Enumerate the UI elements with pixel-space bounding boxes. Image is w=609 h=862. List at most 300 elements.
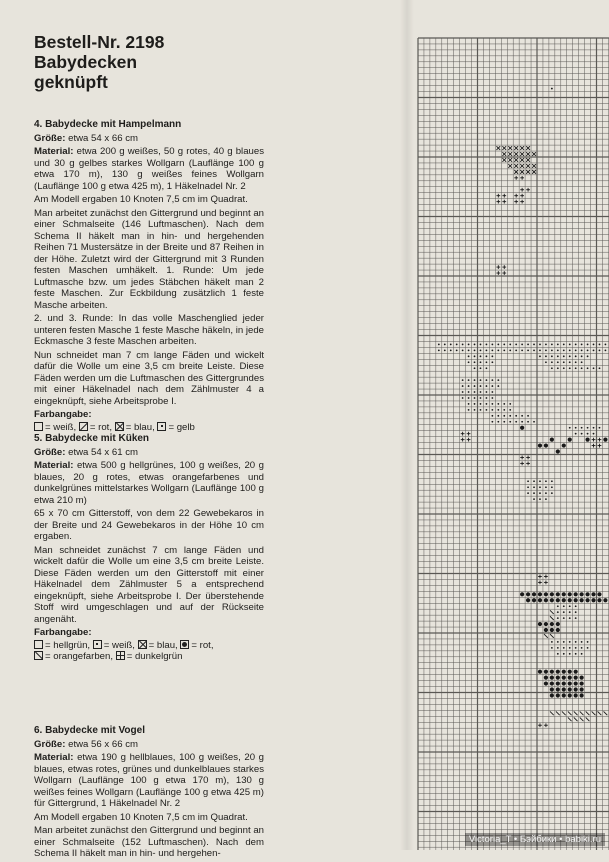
chart-mark-dot: [551, 88, 553, 90]
chart-mark-back: [550, 610, 554, 614]
chart-mark-dot: [509, 415, 511, 417]
chart-mark-dot: [557, 653, 559, 655]
chart-mark-dot: [569, 349, 571, 351]
chart-mark-dot: [545, 349, 547, 351]
chart-mark-dot: [527, 415, 529, 417]
chart-mark-dot: [587, 641, 589, 643]
chart-mark-dot: [605, 349, 607, 351]
chart-mark-dot: [474, 349, 476, 351]
chart-mark-cross: [520, 170, 524, 174]
chart-mark-filled: [580, 693, 584, 697]
chart-mark-plus: [502, 271, 506, 275]
chart-mark-dot: [569, 617, 571, 619]
chart-mark-dot: [581, 427, 583, 429]
legend-text: = weiß,: [45, 421, 77, 433]
chart-mark-dot: [450, 349, 452, 351]
watermark: Victoria_T • Бэйбики • babiki.ru: [465, 833, 605, 846]
chart-mark-dot: [486, 391, 488, 393]
chart-mark-filled: [544, 681, 548, 685]
title-line-2: geknüpft: [34, 72, 108, 92]
chart-mark-back: [550, 616, 554, 620]
chart-mark-dot: [575, 355, 577, 357]
chart-mark-dot: [581, 344, 583, 346]
chart-mark-dot: [491, 355, 493, 357]
chart-mark-dot: [486, 385, 488, 387]
chart-mark-dot: [581, 361, 583, 363]
chart-mark-dot: [480, 379, 482, 381]
chart-mark-cross: [514, 146, 518, 150]
chart-mark-dot: [581, 647, 583, 649]
chart-mark-dot: [486, 355, 488, 357]
chart-grid: [418, 38, 609, 850]
chart-mark-dot: [497, 349, 499, 351]
chart-mark-dot: [456, 344, 458, 346]
chart-mark-filled: [562, 598, 566, 602]
chart-mark-dot: [468, 409, 470, 411]
chart-mark-dot: [563, 641, 565, 643]
chart-mark-dot: [575, 605, 577, 607]
chart-mark-dot: [563, 349, 565, 351]
chart-mark-filled: [574, 676, 578, 680]
chart-mark-filled: [550, 681, 554, 685]
chart-mark-filled: [520, 426, 524, 430]
chart-mark-plus: [496, 265, 500, 269]
size-label: Größe:: [34, 446, 66, 458]
chart-mark-dot: [599, 349, 601, 351]
legend-text: = weiß,: [103, 639, 135, 651]
chart-mark-dot: [533, 349, 535, 351]
chart-mark-dot: [521, 415, 523, 417]
chart-mark-dot: [509, 409, 511, 411]
chart-mark-dot: [503, 344, 505, 346]
chart-mark-plus: [514, 200, 518, 204]
chart-mark-dot: [444, 349, 446, 351]
chart-mark-dot: [557, 344, 559, 346]
chart-mark-plus: [461, 432, 465, 436]
chart-mark-dot: [581, 641, 583, 643]
chart-mark-filled: [568, 670, 572, 674]
chart-mark-filled: [550, 622, 554, 626]
chart-mark-dot: [503, 421, 505, 423]
chart-mark-cross: [526, 170, 530, 174]
chart-mark-dot: [480, 385, 482, 387]
chart-mark-filled: [556, 681, 560, 685]
chart-mark-back: [604, 711, 608, 715]
chart-mark-dot: [575, 349, 577, 351]
chart-mark-dot: [587, 647, 589, 649]
chart-mark-dot: [527, 344, 529, 346]
chart-mark-dot: [509, 344, 511, 346]
chart-mark-filled: [568, 693, 572, 697]
legend-text: = dunkelgrün: [126, 651, 183, 662]
chart-mark-filled: [538, 598, 542, 602]
chart-mark-back: [550, 711, 554, 715]
chart-mark-filled: [544, 592, 548, 596]
chart-mark-filled: [544, 670, 548, 674]
chart-mark-dot: [551, 641, 553, 643]
legend-text: = hellgrün,: [45, 639, 91, 651]
chart-mark-plus: [538, 723, 542, 727]
chart-mark-dot: [539, 498, 541, 500]
chart-mark-dot: [474, 367, 476, 369]
chart-mark-plus: [520, 456, 524, 460]
chart-mark-plus: [520, 176, 524, 180]
chart-mark-filled: [574, 681, 578, 685]
chart-mark-filled: [562, 443, 566, 447]
chart-mark-cross: [526, 164, 530, 168]
chart-mark-filled: [550, 592, 554, 596]
chart-mark-dot: [503, 403, 505, 405]
chart-mark-cross: [508, 152, 512, 156]
chart-mark-cross: [502, 152, 506, 156]
chart-mark-filled: [580, 592, 584, 596]
chart-mark-dot: [539, 344, 541, 346]
material-value: etwa 190 g hellblaues, 100 g weißes, 20 g blaues, etwas rotes, grünes und dunkelblaues starkes Wollgarn (Lauflänge 100 g etwa 170 m), 130 g weißes feines Wollgarn (Lauflänge 100 g etwa 425 m) für Gittergrund, 1 Häkelnadel Nr. 2: [34, 752, 264, 809]
chart-mark-back: [562, 711, 566, 715]
chart-mark-dot: [497, 344, 499, 346]
instruction-paragraph: Nun schneidet man 7 cm lange Fäden und wickelt dafür die Wolle um eine 3,5 cm breite Leiste. Diese Fäden werden um die Luftmaschen des Gittergrundes mit einer Häkelnadel nach dem Zählmuster 4 a eingeknüpft, siehe Arbeitsprobe I.: [34, 349, 264, 407]
chart-mark-back: [574, 717, 578, 721]
instruction-paragraph: 65 x 70 cm Gitterstoff, von dem 22 Gewebekaros in der Breite und 24 Gewebekaros in der Höhe 10 cm ergaben.: [34, 508, 264, 542]
chart-mark-filled: [556, 598, 560, 602]
chart-mark-dot: [563, 355, 565, 357]
chart-mark-plus: [526, 188, 530, 192]
title-line-1: Babydecken: [34, 52, 138, 72]
chart-mark-cross: [532, 164, 536, 168]
instruction-paragraph: Man arbeitet zunächst den Gittergrund und beginnt an einer Schmalseite (146 Luftmaschen). Nach dem Schema II häkelt man in hin- und hergehenden Reihen 71 Mustersätze in der Breite und 87 Reihen in der Höhe. Zuletzt wird der Gittergrund mit 3 Runden festen Maschen umhäkelt. 1. Runde: Um jede Luftmasche bzw. um jedes Stäbchen häkelt man 2 feste Maschen. Zur Eckbildung zusätzlich 1 feste Masche arbeiten.: [34, 207, 264, 311]
chart-mark-dot: [474, 391, 476, 393]
chart-mark-dot: [497, 421, 499, 423]
chart-mark-dot: [480, 361, 482, 363]
section-heading: 6. Babydecke mit Vogel: [34, 725, 145, 736]
chart-mark-plus: [514, 194, 518, 198]
chart-mark-dot: [551, 361, 553, 363]
chart-mark-plus: [467, 438, 471, 442]
size-value: etwa 54 x 61 cm: [68, 446, 138, 458]
chart-mark-dot: [569, 605, 571, 607]
chart-mark-dot: [539, 349, 541, 351]
chart-mark-dot: [551, 486, 553, 488]
legend-text: = blau,: [125, 421, 155, 433]
chart-mark-filled: [585, 592, 589, 596]
chart-mark-dot: [587, 433, 589, 435]
chart-mark-dot: [509, 403, 511, 405]
chart-mark-filled: [550, 676, 554, 680]
chart-mark-dot: [563, 367, 565, 369]
chart-mark-filled: [574, 670, 578, 674]
chart-mark-back: [592, 711, 596, 715]
chart-mark-plus: [467, 432, 471, 436]
chart-mark-plus: [538, 581, 542, 585]
chart-mark-filled: [574, 687, 578, 691]
chart-mark-dot: [581, 367, 583, 369]
chart-mark-dot: [575, 653, 577, 655]
chart-mark-dot: [605, 344, 607, 346]
chart-mark-plus: [598, 438, 602, 442]
legend-text: = blau,: [148, 639, 178, 651]
chart-mark-filled: [526, 598, 530, 602]
chart-mark-dot: [587, 344, 589, 346]
chart-mark-dot: [557, 605, 559, 607]
chart-mark-cross: [520, 164, 524, 168]
chart-mark-dot: [599, 344, 601, 346]
chart-mark-dot: [503, 409, 505, 411]
chart-mark-filled: [544, 622, 548, 626]
chart-mark-dot: [569, 367, 571, 369]
chart-mark-dot: [521, 421, 523, 423]
chart-mark-dot: [563, 361, 565, 363]
chart-mark-dot: [480, 344, 482, 346]
chart-mark-dot: [539, 480, 541, 482]
chart-mark-filled: [556, 449, 560, 453]
legend-text: = orangefarben,: [45, 651, 114, 662]
chart-mark-dot: [486, 344, 488, 346]
chart-mark-filled: [574, 598, 578, 602]
chart-mark-filled: [603, 438, 607, 442]
chart-mark-plus: [526, 456, 530, 460]
chart-mark-filled: [562, 592, 566, 596]
chart-mark-dot: [593, 344, 595, 346]
chart-mark-filled: [526, 592, 530, 596]
chart-mark-filled: [556, 670, 560, 674]
chart-mark-dot: [474, 344, 476, 346]
chart-mark-filled: [580, 687, 584, 691]
chart-mark-dot: [480, 397, 482, 399]
chart-mark-dot: [468, 349, 470, 351]
chart-mark-dot: [468, 403, 470, 405]
chart-mark-dot: [575, 367, 577, 369]
chart-mark-dot: [539, 486, 541, 488]
chart-mark-dot: [575, 344, 577, 346]
chart-mark-dot: [474, 409, 476, 411]
chart-mark-dot: [497, 415, 499, 417]
chart-mark-dot: [456, 349, 458, 351]
instruction-paragraph: Man arbeitet zunächst den Gittergrund und beginnt an einer Schmalseite (152 Luftmaschen). Nach dem Schema II häkelt man in hin- und hergehen-: [34, 825, 264, 859]
chart-mark-dot: [563, 611, 565, 613]
chart-mark-cross: [496, 146, 500, 150]
chart-mark-dot: [486, 403, 488, 405]
chart-mark-dot: [480, 403, 482, 405]
section-heading: 5. Babydecke mit Küken: [34, 433, 150, 444]
chart-mark-plus: [520, 200, 524, 204]
chart-mark-dot: [551, 367, 553, 369]
chart-mark-dot: [491, 403, 493, 405]
chart-mark-dot: [575, 361, 577, 363]
chart-mark-filled: [550, 628, 554, 632]
chart-mark-dot: [551, 344, 553, 346]
chart-mark-filled: [556, 693, 560, 697]
chart-mark-dot: [474, 355, 476, 357]
chart-mark-dot: [497, 403, 499, 405]
chart-mark-dot: [569, 641, 571, 643]
size-value: etwa 54 x 66 cm: [68, 132, 138, 144]
chart-mark-filled: [520, 592, 524, 596]
chart-mark-back: [598, 711, 602, 715]
chart-mark-dot: [486, 367, 488, 369]
chart-mark-dot: [468, 391, 470, 393]
chart-mark-dot: [491, 415, 493, 417]
chart-mark-dot: [557, 355, 559, 357]
chart-mark-cross: [526, 152, 530, 156]
chart-mark-dot: [599, 367, 601, 369]
size-value: etwa 56 x 66 cm: [68, 738, 138, 750]
chart-mark-filled: [538, 443, 542, 447]
chart-mark-dot: [569, 355, 571, 357]
chart-mark-back: [568, 711, 572, 715]
chart-mark-dot: [563, 653, 565, 655]
chart-mark-dot: [444, 344, 446, 346]
chart-mark-dot: [474, 403, 476, 405]
chart-mark-dot: [497, 385, 499, 387]
chart-mark-cross: [520, 152, 524, 156]
chart-mark-filled: [585, 598, 589, 602]
chart-mark-plus: [520, 462, 524, 466]
chart-mark-dot: [491, 421, 493, 423]
chart-mark-filled: [550, 693, 554, 697]
chart-mark-dot: [491, 379, 493, 381]
chart-mark-filled: [562, 670, 566, 674]
chart-mark-dot: [462, 397, 464, 399]
material-label: Material:: [34, 752, 74, 763]
chart-mark-filled: [532, 592, 536, 596]
chart-mark-plus: [544, 723, 548, 727]
chart-mark-dot: [587, 427, 589, 429]
chart-mark-dot: [474, 397, 476, 399]
chart-mark-dot: [545, 355, 547, 357]
chart-mark-back: [586, 717, 590, 721]
chart-mark-filled: [568, 676, 572, 680]
chart-mark-dot: [438, 349, 440, 351]
chart-mark-dot: [474, 361, 476, 363]
chart-mark-dot: [539, 492, 541, 494]
chart-mark-dot: [515, 421, 517, 423]
chart-mark-dot: [462, 391, 464, 393]
chart-mark-plus: [598, 444, 602, 448]
chart-mark-dot: [593, 433, 595, 435]
chart-mark-dot: [545, 492, 547, 494]
chart-mark-filled: [591, 592, 595, 596]
chart-mark-filled: [562, 676, 566, 680]
chart-mark-dot: [563, 344, 565, 346]
chart-mark-filled: [544, 598, 548, 602]
chart-mark-dot: [551, 492, 553, 494]
chart-mark-filled: [544, 676, 548, 680]
chart-mark-dot: [557, 647, 559, 649]
chart-mark-dot: [497, 409, 499, 411]
chart-mark-filled: [550, 687, 554, 691]
chart-mark-plus: [520, 188, 524, 192]
material-label: Material:: [34, 146, 74, 157]
colors-label: Farbangabe:: [34, 409, 92, 420]
chart-mark-dot: [533, 492, 535, 494]
order-number: Bestell-Nr. 2198: [34, 32, 165, 52]
chart-mark-dot: [515, 415, 517, 417]
chart-mark-dot: [575, 427, 577, 429]
chart-mark-filled: [556, 628, 560, 632]
chart-mark-dot: [575, 647, 577, 649]
chart-mark-dot: [551, 647, 553, 649]
chart-mark-filled: [532, 598, 536, 602]
chart-mark-dot: [462, 385, 464, 387]
instruction-paragraph: Man schneidet zunächst 7 cm lange Fäden und wickelt dafür die Wolle um eine 3,5 cm breite Leiste. Diese Fäden werden um den Gitterstoff mit einer Häkelnadel dem Zählmuster 5 a entsprechend eingeknüpft, siehe Arbeitsprobe I. Der überstehende Stoff wird umgeschlagen und auf der Rückseite angenäht.: [34, 544, 264, 625]
chart-mark-filled: [556, 592, 560, 596]
chart-mark-dot: [575, 433, 577, 435]
chart-mark-plus: [520, 194, 524, 198]
size-label: Größe:: [34, 132, 66, 144]
chart-mark-plus: [461, 438, 465, 442]
chart-mark-filled: [574, 693, 578, 697]
chart-mark-filled: [538, 622, 542, 626]
chart-mark-plus: [496, 194, 500, 198]
chart-mark-filled: [562, 681, 566, 685]
chart-mark-filled: [556, 622, 560, 626]
chart-mark-dot: [503, 415, 505, 417]
chart-mark-plus: [544, 575, 548, 579]
chart-mark-dot: [527, 486, 529, 488]
chart-mark-dot: [474, 385, 476, 387]
chart-mark-filled: [550, 598, 554, 602]
chart-mark-dot: [491, 349, 493, 351]
chart-mark-back: [544, 634, 548, 638]
chart-mark-dot: [486, 361, 488, 363]
chart-mark-dot: [462, 379, 464, 381]
instruction-paragraph: Am Modell ergaben 10 Knoten 7,5 cm im Quadrat.: [34, 194, 248, 205]
chart-mark-dot: [480, 409, 482, 411]
chart-mark-filled: [580, 598, 584, 602]
chart-mark-filled: [603, 598, 607, 602]
chart-mark-dot: [599, 427, 601, 429]
legend-text: = rot,: [89, 421, 113, 433]
chart-mark-filled: [580, 681, 584, 685]
chart-mark-dot: [563, 605, 565, 607]
chart-mark-dot: [527, 421, 529, 423]
material-value: etwa 200 g weißes, 50 g rotes, 40 g blaues und 30 g gelbes starkes Wollgarn (Lauflänge 100 g etwa 170 m), 130 g weißes feines Wollgarn (Lauflänge 100 g etwa 425 m), 1 Häkelnadel Nr. 2: [34, 146, 264, 192]
chart-mark-filled: [538, 592, 542, 596]
chart-marks: [438, 88, 609, 727]
chart-mark-dot: [450, 344, 452, 346]
chart-mark-cross: [508, 164, 512, 168]
chart-mark-dot: [551, 355, 553, 357]
chart-mark-dot: [557, 367, 559, 369]
chart-mark-dot: [503, 349, 505, 351]
chart-mark-dot: [468, 361, 470, 363]
chart-mark-filled: [544, 628, 548, 632]
chart-mark-dot: [533, 486, 535, 488]
chart-mark-dot: [545, 486, 547, 488]
chart-mark-plus: [544, 581, 548, 585]
chart-mark-dot: [545, 344, 547, 346]
chart-mark-plus: [592, 438, 596, 442]
chart-mark-cross: [502, 146, 506, 150]
chart-mark-dot: [569, 647, 571, 649]
chart-mark-cross: [502, 158, 506, 162]
chart-mark-filled: [585, 438, 589, 442]
chart-mark-dot: [515, 344, 517, 346]
chart-mark-dot: [491, 361, 493, 363]
chart-mark-dot: [515, 349, 517, 351]
chart-mark-filled: [580, 676, 584, 680]
chart-mark-dot: [521, 349, 523, 351]
chart-mark-dot: [575, 641, 577, 643]
chart-mark-dot: [593, 367, 595, 369]
chart-mark-filled: [556, 687, 560, 691]
chart-mark-dot: [491, 391, 493, 393]
chart-mark-cross: [532, 170, 536, 174]
chart-mark-filled: [591, 598, 595, 602]
size-label: Größe:: [34, 738, 66, 750]
chart-mark-dot: [527, 349, 529, 351]
chart-mark-plus: [526, 462, 530, 466]
